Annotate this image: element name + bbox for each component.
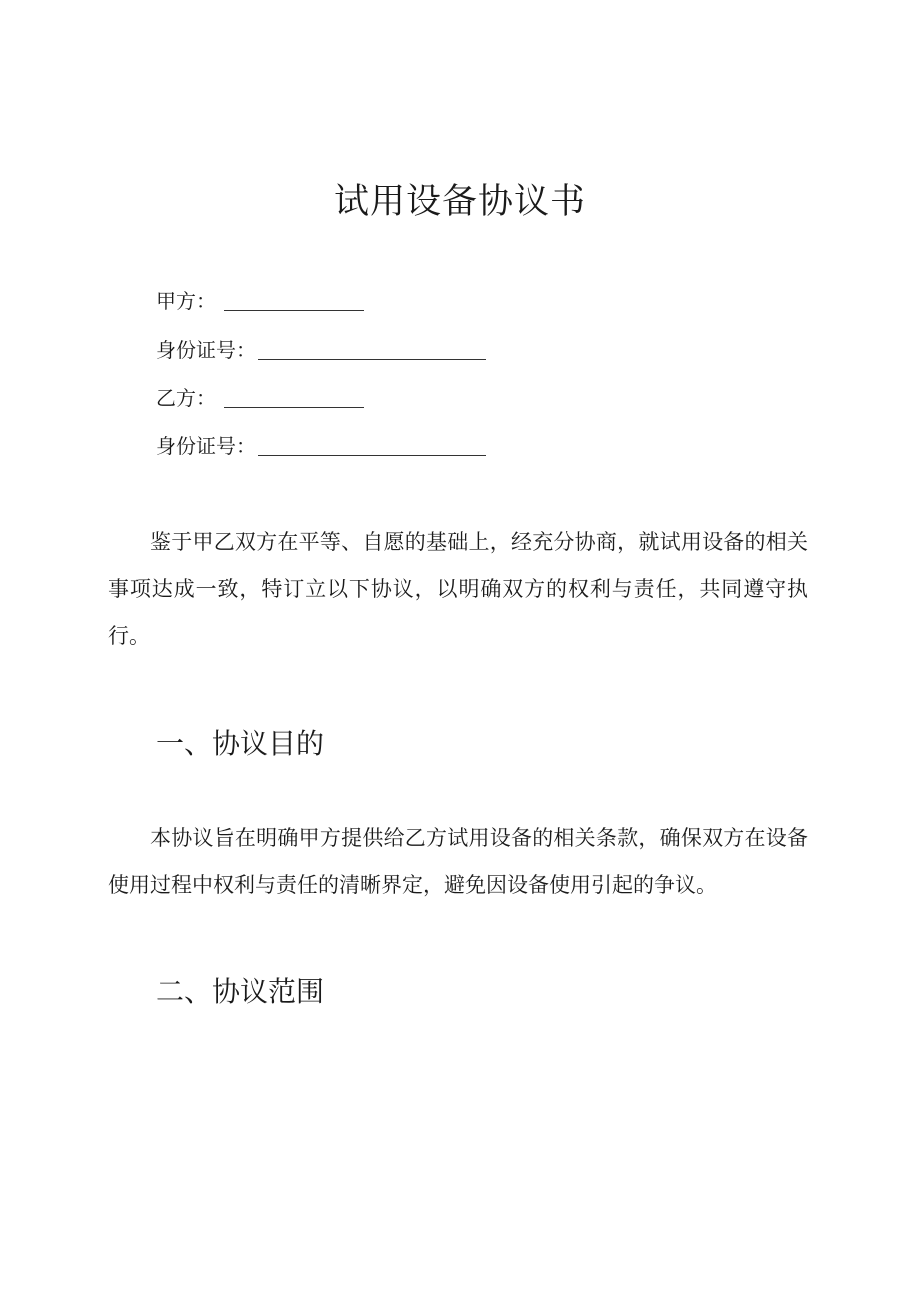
party-a-label: 甲方： (156, 289, 216, 313)
party-a-field (156, 287, 364, 315)
party-a-id-blank-line (258, 339, 486, 360)
party-b-blank-line (224, 387, 364, 408)
document-title: 试用设备协议书 (333, 182, 586, 222)
party-a-blank-line (224, 290, 364, 311)
section-heading-purpose: 一、协议目的 (156, 727, 325, 760)
section-heading-scope: 二、协议范围 (156, 975, 325, 1008)
party-b-label: 乙方： (156, 386, 216, 410)
party-b-id-label: 身份证号： (156, 434, 256, 458)
party-b-field (156, 384, 364, 412)
section-body-purpose: 本协议旨在明确甲方提供给乙方试用设备的相关条款，确保双方在设备使用过程中权利与责任的清晰界定，避免因设备使用引起的争议。 (108, 826, 808, 897)
party-b-id-field (156, 432, 486, 460)
party-a-id-field (156, 336, 486, 364)
party-b-id-blank-line (258, 435, 486, 456)
intro-paragraph: 鉴于甲乙双方在平等、自愿的基础上，经充分协商，就试用设备的相关事项达成一致，特订立以下协议，以明确双方的权利与责任，共同遵守执行。 (108, 530, 808, 648)
party-a-id-label: 身份证号： (156, 338, 256, 362)
